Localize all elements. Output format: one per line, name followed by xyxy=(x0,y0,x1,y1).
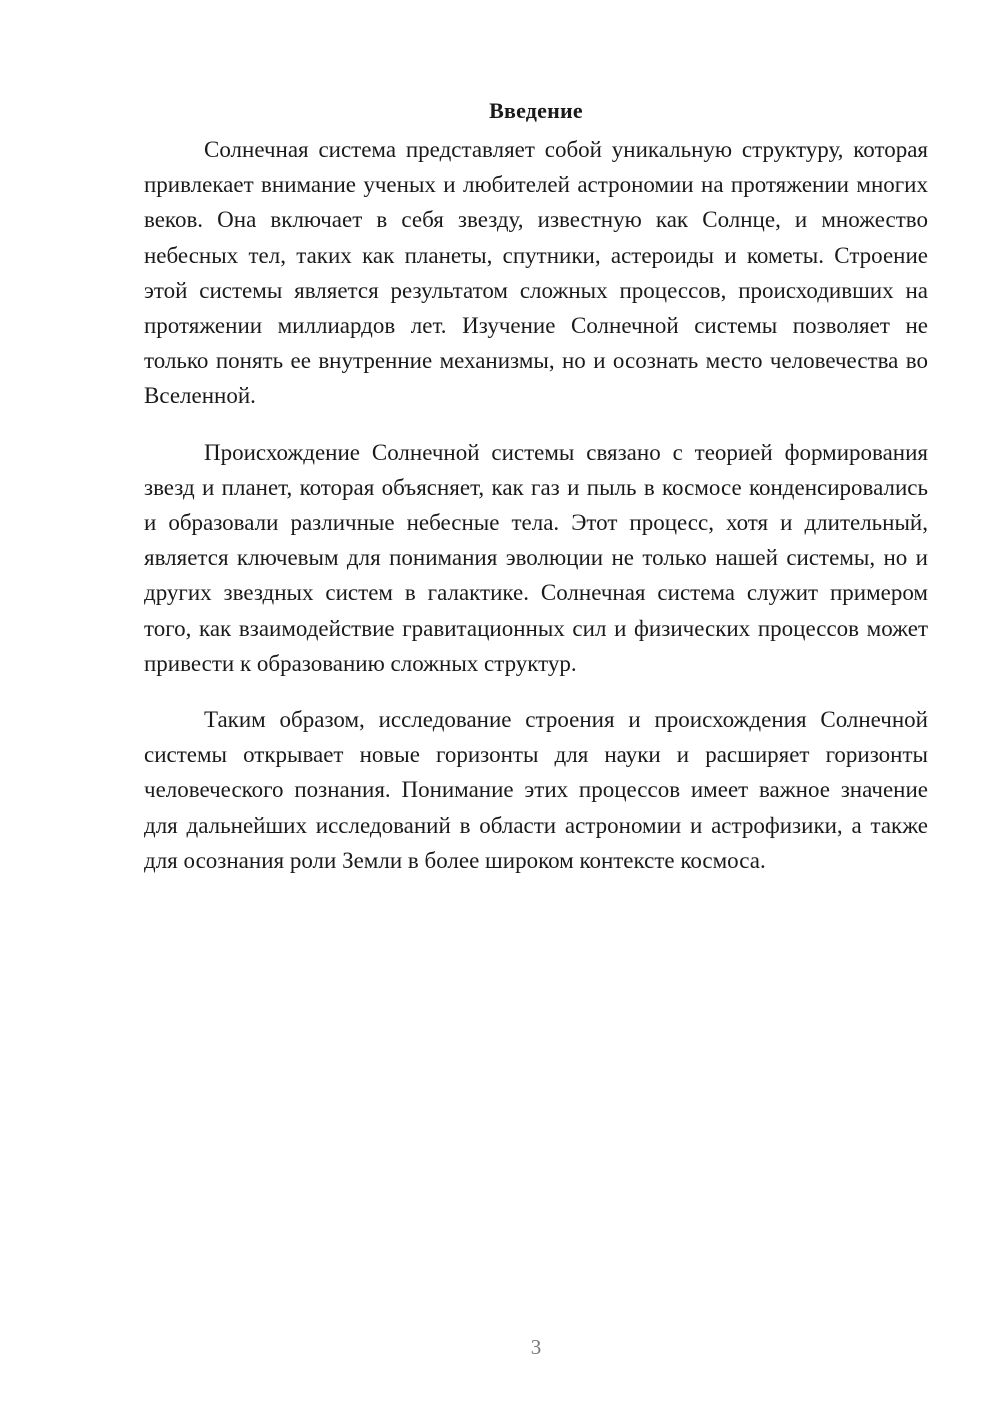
paragraph-3: Таким образом, исследование строения и происхождения Солнечной системы открывает новые горизонты для науки и расширяет горизонты человеческого познания. Понимание этих процессов имеет важное значение для дальнейших исследований в области астрономии и астрофизики, а также для осознания роли Земли в более широком контексте космоса. xyxy=(144,707,928,873)
page-number: 3 xyxy=(530,1335,542,1359)
section-title: Введение xyxy=(489,98,583,123)
page-content xyxy=(144,96,928,899)
paragraph-1: Солнечная система представляет собой уникальную структуру, которая привлекает внимание ученых и любителей астрономии на протяжении многих веков. Она включает в себя звезду, известную как Солнце, и множество небесных тел, таких как планеты, спутники, астероиды и кометы. Строение этой системы является результатом сложных процессов, происходивших на протяжении миллиардов лет. Изучение Солнечной системы позволяет не только понять ее внутренние механизмы, но и осознать место человечества во Вселенной. xyxy=(144,137,928,409)
paragraph-2: Происхождение Солнечной системы связано с теорией формирования звезд и планет, которая объясняет, как газ и пыль в космосе конденсировались и образовали различные небесные тела. Этот процесс, хотя и длительный, является ключевым для понимания эволюции не только нашей системы, но и других звездных систем в галактике. Солнечная система служит примером того, как взаимодействие гравитационных сил и физических процессов может привести к образованию сложных структур. xyxy=(144,439,928,676)
